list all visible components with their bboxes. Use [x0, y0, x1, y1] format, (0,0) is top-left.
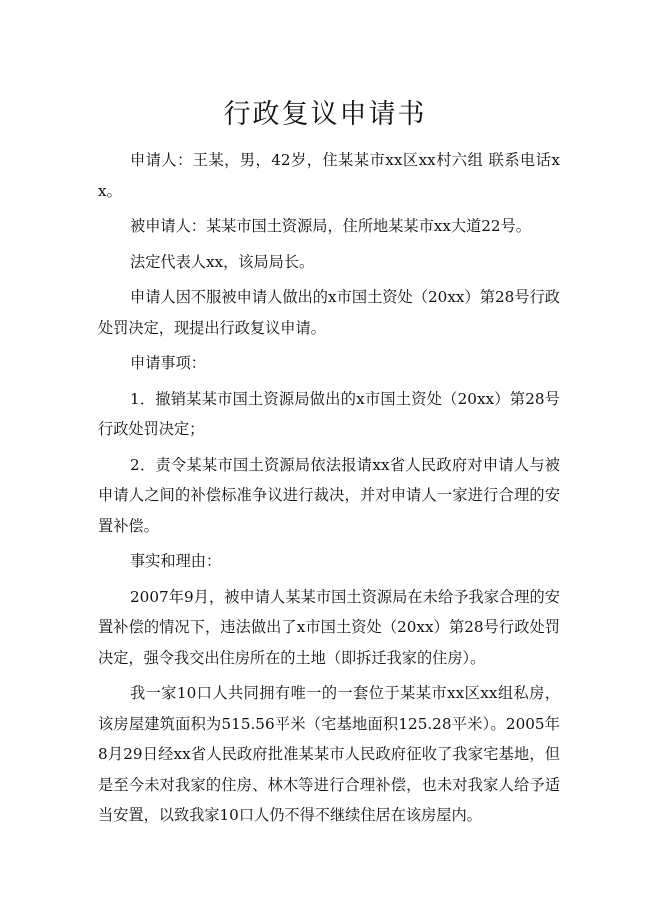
request-item-2: 2．责令某某市国土资源局依法报请xx省人民政府对申请人与被申请人之间的补偿标准争议进行裁决，并对申请人一家进行合理的安置补偿。: [98, 455, 560, 535]
document-body: [98, 145, 560, 836]
request-items-heading: 申请事项：: [130, 354, 206, 372]
facts-paragraph-1: 2007年9月，被申请人某某市国土资源局在未给予我家合理的安置补偿的情况下，违法做出了x市国土资处（20xx）第28号行政处罚决定，强令我交出住房所在的土地（即拆迁我家的住房）。: [98, 587, 560, 667]
request-item-1: 1．撤销某某市国土资源局做出的x市国土资处（20xx）第28号行政处罚决定；: [98, 389, 560, 438]
application-reason-paragraph: 申请人因不服被申请人做出的x市国土资处（20xx）第28号行政处罚决定，现提出行政复议申请。: [98, 288, 560, 337]
applicant-paragraph: 申请人：王某，男，42岁，住某某市xx区xx村六组 联系电话xx。: [98, 151, 560, 200]
legal-representative-paragraph: 法定代表人xx，该局局长。: [130, 252, 315, 271]
document-title: 行政复议申请书: [223, 99, 427, 130]
respondent-paragraph: 被申请人：某某市国土资源局，住所地某某市xx大道22号。: [130, 217, 531, 235]
facts-paragraph-2: 我一家10口人共同拥有唯一的一套位于某某市xx区xx组私房，该房屋建筑面积为515.56平米（宅基地面积125.28平米）。2005年8月29日经xx省人民政府批准某某市人民政府征收了我家宅基地，但是至今未对我家的住房、林木等进行合理补偿，也未对我家人给予适当安置，以致我家10口人仍不得不继续住居在该房屋内。: [98, 684, 560, 824]
facts-reasons-heading: 事实和理由：: [130, 552, 222, 570]
